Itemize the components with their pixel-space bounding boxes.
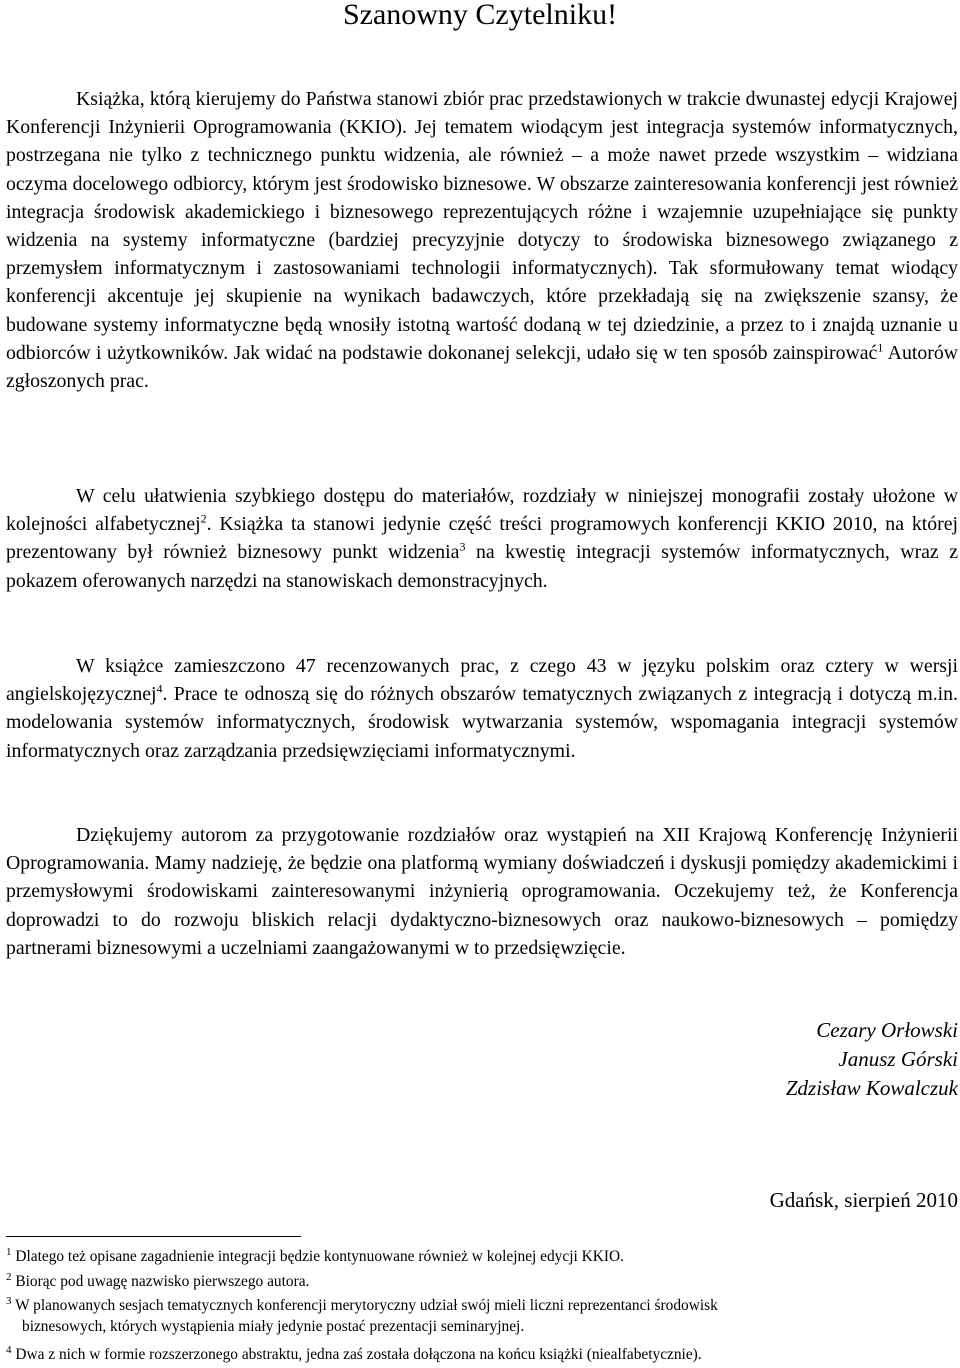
footnote-number: 1 <box>6 1245 12 1258</box>
page-title: Szanowny Czytelniku! <box>342 0 618 31</box>
paragraph-1 <box>6 85 958 395</box>
footnote-text: Biorąc pod uwagę nazwisko pierwszego autora. <box>15 1273 310 1290</box>
footnote-2 <box>6 1271 958 1292</box>
paragraph-3 <box>6 652 958 765</box>
signature-name: Cezary Orłowski <box>816 1018 958 1042</box>
paragraph-2-text: W celu ułatwienia szybkiego dostępu do materiałów, rozdziały w niniejszej monografii zostały ułożone w kolejności alfabetycznej <box>6 485 958 536</box>
footnote-number: 4 <box>6 1343 12 1356</box>
signature-name: Zdzisław Kowalczuk <box>785 1076 958 1100</box>
paragraph-2 <box>6 482 958 595</box>
paragraph-2-mid: . Książka ta stanowi jedynie część treści programowych konferencji KKIO 2010, na której prezentowany był również biznesowy punkt widzenia <box>6 513 958 564</box>
footnote-number: 3 <box>6 1294 12 1307</box>
footnote-text-continued: biznesowych, których wystąpienia miały jedynie postać prezentacji seminaryjnej. <box>22 1318 525 1335</box>
footnote-1 <box>6 1246 958 1267</box>
paragraph-3-end: . Prace te odnoszą się do różnych obszarów tematycznych związanych z integracją i dotyczą m.in. modelowania systemów informatycznych, środowisk wytwarzania systemów, wspomagania integracji systemów informatycznych oraz zarządzania przedsięwzięciami informatycznymi. <box>6 683 958 762</box>
footnote-text: Dlatego też opisane zagadnienie integracji będzie kontynuowane również w kolejnej edycji KKIO. <box>15 1248 624 1265</box>
signatures <box>786 1016 958 1103</box>
footnote-4 <box>6 1344 958 1365</box>
paragraph-1-end: Autorów zgłoszonych prac. <box>6 341 958 393</box>
footnote-3 <box>6 1295 958 1337</box>
footnote-text: W planowanych sesjach tematycznych konferencji merytoryczny udział swój mieli liczni reprezentanci środowisk <box>15 1297 718 1314</box>
footnote-text: Dwa z nich w formie rozszerzonego abstraktu, jedna zaś została dołączona na końcu książki (niealfabetycznie). <box>15 1346 702 1363</box>
signature-name: Janusz Górski <box>838 1047 958 1071</box>
footnote-number: 2 <box>6 1270 12 1283</box>
place-date: Gdańsk, sierpień 2010 <box>769 1188 958 1212</box>
footnote-ref-1: 1 <box>877 340 884 355</box>
paragraph-1-text: Książka, którą kierujemy do Państwa stanowi zbiór prac przedstawionych w trakcie dwunastej edycji Krajowej Konferencji Inżynierii Oprogramowania (KKIO). Jej tematem wiodącym jest integracja systemów informatycznych, postrzegana nie tylko z technicznego punktu widzenia, ale również – a może nawet przede wszystkim – widziana oczyma docelowego odbiorcy, którym jest środowisko biznesowe. W obszarze zainteresowania konferencji jest również integracja środowisk akademickiego i biznesowego reprezentujących różne i wzajemnie uzupełniające się punkty widzenia na systemy informatyczne (bardziej precyzyjnie dotyczy to środowiska biznesowego związanego z przemysłem informatycznym i zastosowaniami technologii informatycznych). Tak sformułowany temat wiodący konferencji akcentuje jej skupienie na wynikach badawczych, które przekładają się na zwiększenie szansy, że budowane systemy informatyczne będą wnosiły istotną wartość dodaną w tej dziedzinie, a przez to i znajdą uznanie u odbiorców i użytkowników. Jak widać na podstawie dokonanej selekcji, udało się w ten sposób zainspirować <box>6 88 958 364</box>
footnote-ref-2: 2 <box>200 511 207 526</box>
paragraph-2-end: na kwestię integracji systemów informatycznych, wraz z pokazem oferowanych narzędzi na stanowiskach demonstracyjnych. <box>6 541 958 592</box>
footnote-divider <box>6 1236 301 1237</box>
footnote-ref-4: 4 <box>156 681 163 696</box>
paragraph-4: Dziękujemy autorom za przygotowanie rozdziałów oraz wystąpień na XII Krajową Konferencję Inżynierii Oprogramowania. Mamy nadzieję, że będzie ona platformą wymiany doświadczeń i dyskusji pomiędzy akademickimi i przemysłowymi środowiskami zainteresowanymi inżynierią oprogramowania. Oczekujemy też, że Konferencja doprowadzi to do rozwoju bliskich relacji dydaktyczno-biznesowych oraz naukowo-biznesowych – pomiędzy partnerami biznesowymi a uczelniami zaangażowanymi w to przedsięwzięcie. <box>6 824 958 959</box>
paragraph-3-text: W książce zamieszczono 47 recenzowanych prac, z czego 43 w języku polskim oraz cztery w wersji angielskojęzycznej <box>6 655 958 706</box>
footnote-ref-3: 3 <box>459 539 466 554</box>
